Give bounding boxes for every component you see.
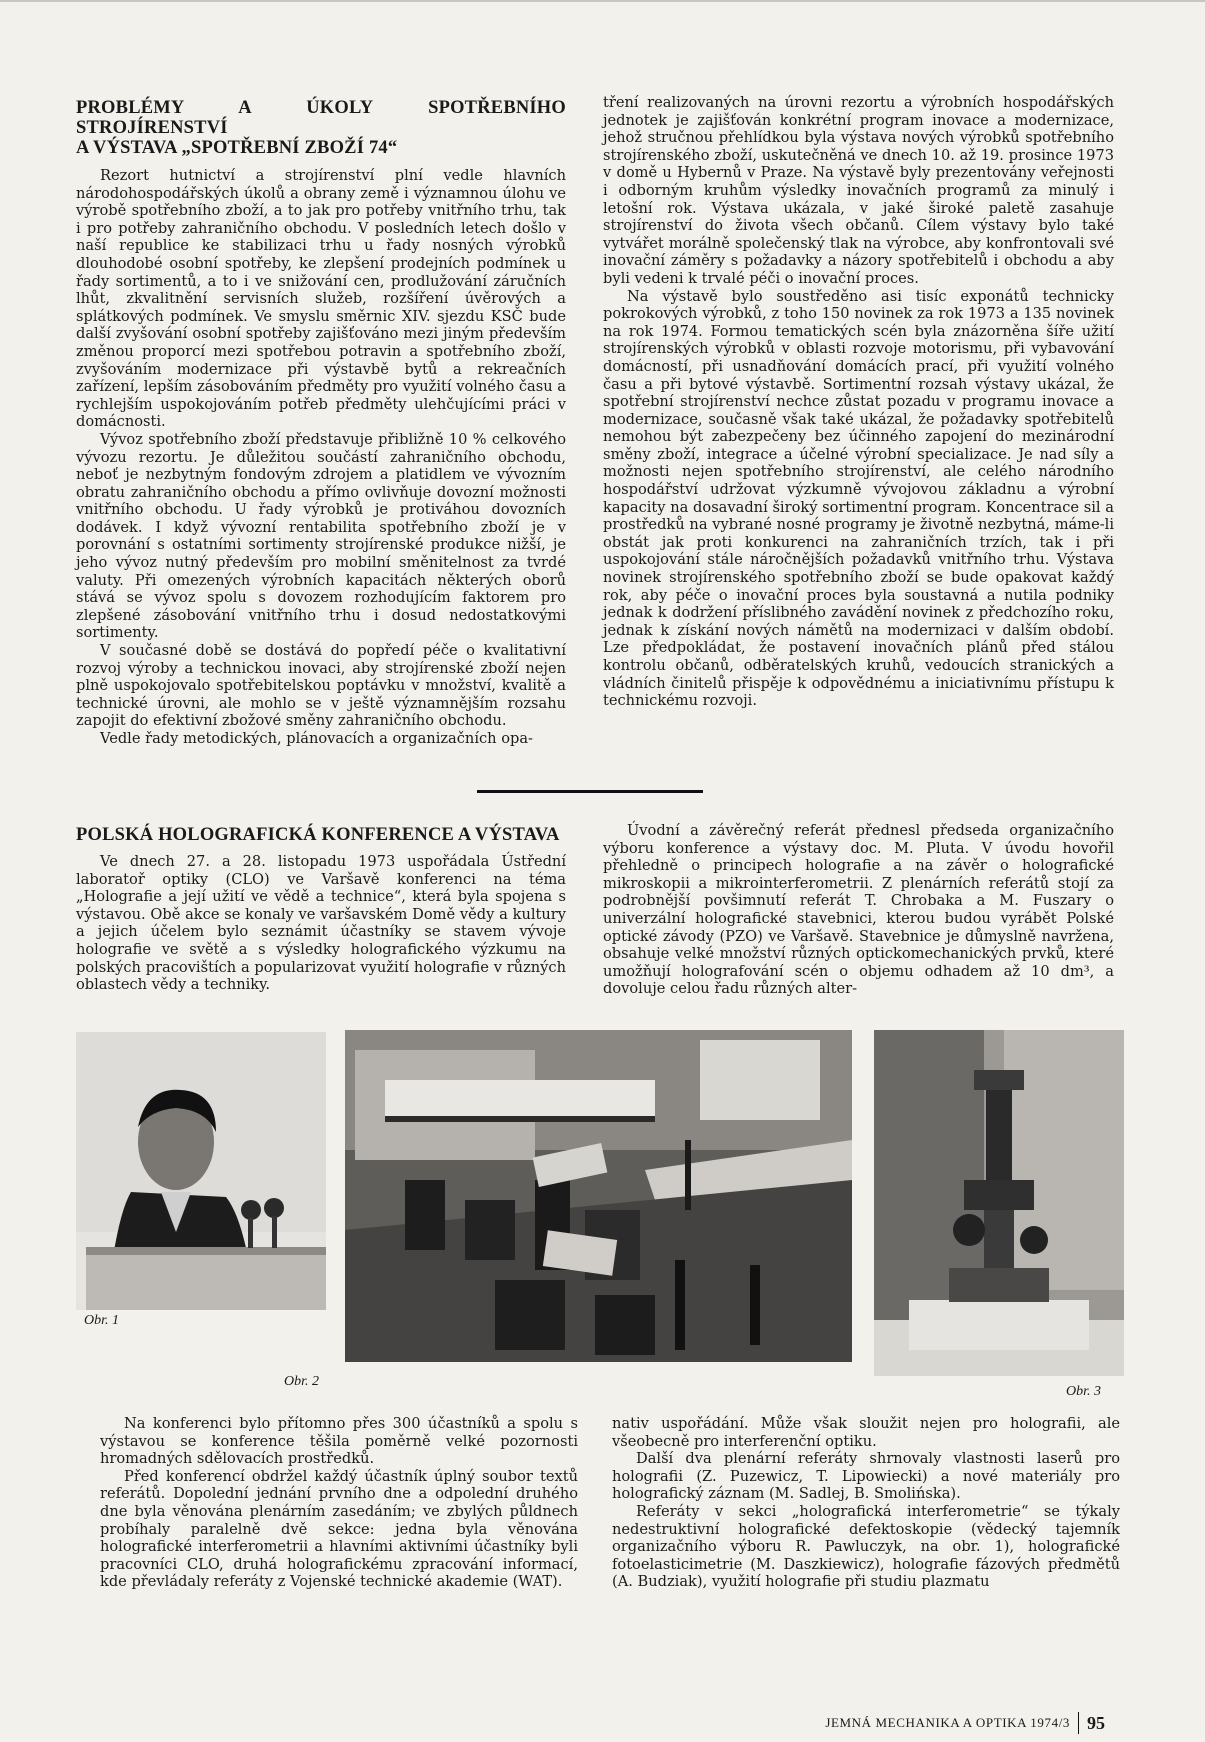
figure-3-image — [874, 1030, 1124, 1376]
article2-paragraph: Referáty v sekci „holografická interferometrie“ se týkaly nedestruktivní holografické defektoskopie (vědecký tajemník organizačního výboru R. Pawluczyk, na obr. 1), holografické fotoelasticimetrie (M. Daszkiewicz), holografie fázových předmětů (A. Budziak), využití holografie při studiu plazmatu — [612, 1502, 1120, 1591]
article2-bottom-right — [612, 1415, 1120, 1591]
figure-2-photo — [345, 1030, 852, 1362]
top-edge-line — [0, 0, 1205, 2]
article2-paragraph: Ve dnech 27. a 28. listopadu 1973 uspořádala Ústřední laboratoř optiky (CLO) ve Varšavě konferenci na téma „Holografie a její užití ve vědě a technice“, která byla spojena s výstavou. Obě akce se konaly ve varšavském Domě vědy a kultury a jejich účelem bylo seznámit účastníky se stavem vývoje holografie ve světě a s výsledky holografického výzkumu na polských pracovištích a popularizovat využití holografie v různých oblastech vědy a techniky. — [76, 853, 566, 994]
figure-2-image — [345, 1030, 852, 1362]
article2-title: POLSKÁ HOLOGRAFICKÁ KONFERENCE A VÝSTAVA — [76, 825, 560, 845]
figure-1-photo — [76, 1032, 326, 1310]
article1-paragraph: tření realizovaných na úrovni rezortu a výrobních hospodářských jednotek je zajišťován konkrétní program inovace a modernizace, jehož stručnou přehlídkou byla výstava nových výrobků spotřebního strojírenského zboží, uskutečněná ve dnech 10. až 19. prosince 1973 v domě u Hybernů v Praze. Na výstavě byly prezentovány veřejnosti i odborným kruhům výsledky inovačních programů za minulý i letošní rok. Výstava ukázala, v jaké široké paletě zasahuje strojírenství do života všech občanů. Cílem výstavy bylo také vytvářet morálně společenský tlak na výrobce, aby konfrontovali své inovační záměry s požadavky a názory spotřebitelů i obchodu a aby byli vedeni k trvalé péči o inovační proces. — [603, 94, 1114, 287]
page-footer — [825, 1712, 1105, 1734]
article2-paragraph: Úvodní a závěrečný referát přednesl předseda organizačního výboru konference a výstavy doc. M. Pluta. V úvodu hovořil přehledně o principech holografie a na závěr o holografické mikroskopii a mikrointerferometrii. Z plenárních referátů stojí za podrobnější povšimnutí referát T. Chrobaka a M. Fuszary o univerzální holografické stavebnici, kterou budou vyrábět Polské optické závody (PZO) ve Varšavě. Stavebnice je důmyslně navržena, obsahuje velké množství různých optickomechanických prvků, které umožňují holografování scén o objemu odhadem až 10 dm³, a dovoluje celou řadu různých alter- — [603, 822, 1114, 998]
article1-paragraph: Rezort hutnictví a strojírenství plní vedle hlavních národohospodářských úkolů a obrany země i významnou úlohu ve výrobě spotřebního zboží, a to jak pro potřeby vnitřního trhu, tak i pro potřeby zahraničního obchodu. V posledních letech došlo v naší republice ke stabilizaci trhu u řady nosných výrobků dlouhodobé osobní spotřeby, ke zlepšení prodejních podmínek u řady sortimentů, a to i ve snižování cen, prodlužování záručních lhůt, zkvalitnění servisních služeb, rozšíření úvěrových a splátkových podmínek. Ve smyslu směrnic XIV. sjezdu KSČ bude další zvyšování osobní spotřeby zajišťováno mezi jiným především změnou proporcí mezi spotřebou potravin a spotřebního zboží, zvyšováním modernizace při výstavbě bytů a rekreačních zařízení, lepším zásobováním předměty pro využití volného času a rychlejším uspokojováním potřeb předměty ulehčujícími práci v domácnosti. — [76, 167, 566, 431]
section-divider — [477, 790, 703, 793]
article1-paragraph: V současné době se dostává do popředí péče o kvalitativní rozvoj výroby a technickou inovaci, aby strojírenské zboží nejen plně uspokojovalo spotřebitelskou poptávku v množství, kvalitě a technické úrovni, ale mohlo se v ještě významnějším rozsahu zapojit do efektivní zbožové směny zahraničního obchodu. — [76, 642, 566, 730]
article2-intro-right — [603, 822, 1114, 998]
article1-title-line2: A VÝSTAVA „SPOTŘEBNÍ ZBOŽÍ 74“ — [76, 138, 398, 158]
figure-1-image — [76, 1032, 326, 1310]
figure-2-caption: Obr. 2 — [284, 1374, 320, 1389]
article1-paragraph: Vedle řady metodických, plánovacích a organizačních opa- — [100, 730, 533, 747]
article2-paragraph: Na konferenci bylo přítomno přes 300 účastníků a spolu s výstavou se konference těšila poměrně velké pozornosti hromadných sdělovacích prostředků. — [100, 1415, 578, 1468]
figure-3-caption: Obr. 3 — [1066, 1384, 1102, 1399]
footer-separator — [1078, 1712, 1079, 1734]
article1-title-line1: PROBLÉMY A ÚKOLY SPOTŘEBNÍHO STROJÍRENSTVÍ — [76, 98, 566, 138]
article2-paragraph: Další dva plenární referáty shrnovaly vlastnosti laserů pro holografii (Z. Puzewicz, T. Lipowiecki) a nové materiály pro holografický záznam (M. Sadlej, B. Smolińska). — [612, 1450, 1120, 1503]
article1-paragraph: Vývoz spotřebního zboží představuje přibližně 10 % celkového vývozu rezortu. Je důležitou součástí zahraničního obchodu, neboť je nezbytným fondovým zdrojem a platidlem ve vývozním obratu zahraničního obchodu a přímo ovlivňuje dovozní možnosti vnitřního obchodu. U řady výrobků je protiváhou dovozních dodávek. I když vývozní rentabilita spotřebního zboží je v porovnání s ostatními sortimenty strojírenské produkce nižší, je jeho vývoz nutný především pro mobilní směnitelnost za tvrdé valuty. Při omezených výrobních kapacitách některých oborů stává se vývoz spolu s dovozem rozhodujícím faktorem pro zlepšené zásobování vnitřního trhu i dosud nedostatkovými sortimenty. — [76, 430, 566, 642]
article1-right-column — [603, 94, 1114, 710]
figure-3-photo — [874, 1030, 1124, 1376]
article2-paragraph: Před konferencí obdržel každý účastník úplný soubor textů referátů. Dopolední jednání prvního dne a odpolední druhého dne byla věnována plenárním zasedáním; ve zbylých půldnech probíhaly paralelně dvě sekce: jedna byla věnována holografické interferometrii a hlavními aktivními účastníky byli pracovníci CLO, druhá holografickému zpracování informací, kde převládaly referáty z Vojenské technické akademie (WAT). — [100, 1467, 578, 1591]
figure-1-caption: Obr. 1 — [84, 1313, 120, 1328]
article2-paragraph: nativ uspořádání. Může však sloužit nejen pro holografii, ale všeobecně pro interferenční optiku. — [612, 1415, 1120, 1450]
article2-intro-left — [76, 825, 566, 994]
journal-title: JEMNÁ MECHANIKA A OPTIKA 1974/3 — [825, 1715, 1070, 1730]
article2-bottom-left — [100, 1415, 578, 1591]
article1-left-column — [76, 98, 566, 748]
article1-paragraph: Na výstavě bylo soustředěno asi tisíc exponátů technicky pokrokových výrobků, z toho 150 novinek za rok 1973 a 135 novinek na rok 1974. Formou tematických scén byla znázorněna šíře užití strojírenských výrobků v oblasti rozvoje motorismu, při vybavování domácností, při usnadňování domácích prací, při využití volného času a při bytové výstavbě. Sortimentní rozsah výstavy ukázal, že spotřební strojírenství nechce zůstat pozadu v programu inovace a modernizace, současně však také ukázal, že požadavky spotřebitelů nemohou být zabezpečeny bez účinného zapojení do mezinárodní směny zboží, integrace a účelné výrobní specializace. Je nad síly a možnosti nejen spotřebního strojírenství, ale celého národního hospodářství udržovat výzkumně vývojovou základnu a výrobní kapacity na dosavadní široký sortimentní program. Koncentrace sil a prostředků na vybrané nosné programy je životně nezbytná, máme-li obstát jak proti konkurenci na zahraničních trzích, tak i při uspokojování stále náročnějších požadavků vnitřního trhu. Výstava novinek strojírenského spotřebního zboží se bude opakovat každý rok, aby péče o inovační proces byla soustavná a nutila podniky jednak k dodržení příslibného zavádění novinek z předchozího roku, jednak k získání nových námětů na modernizaci v dalším období. Lze předpokládat, že postavení inovačních plánů před stálou kontrolu občanů, odběratelských kruhů, vedoucích stranických a vládních činitelů přispěje k odpovědnému a iniciativnímu přístupu k technickému rozvoji. — [603, 287, 1114, 710]
page-number: 95 — [1087, 1712, 1105, 1733]
article1-title — [76, 98, 566, 158]
